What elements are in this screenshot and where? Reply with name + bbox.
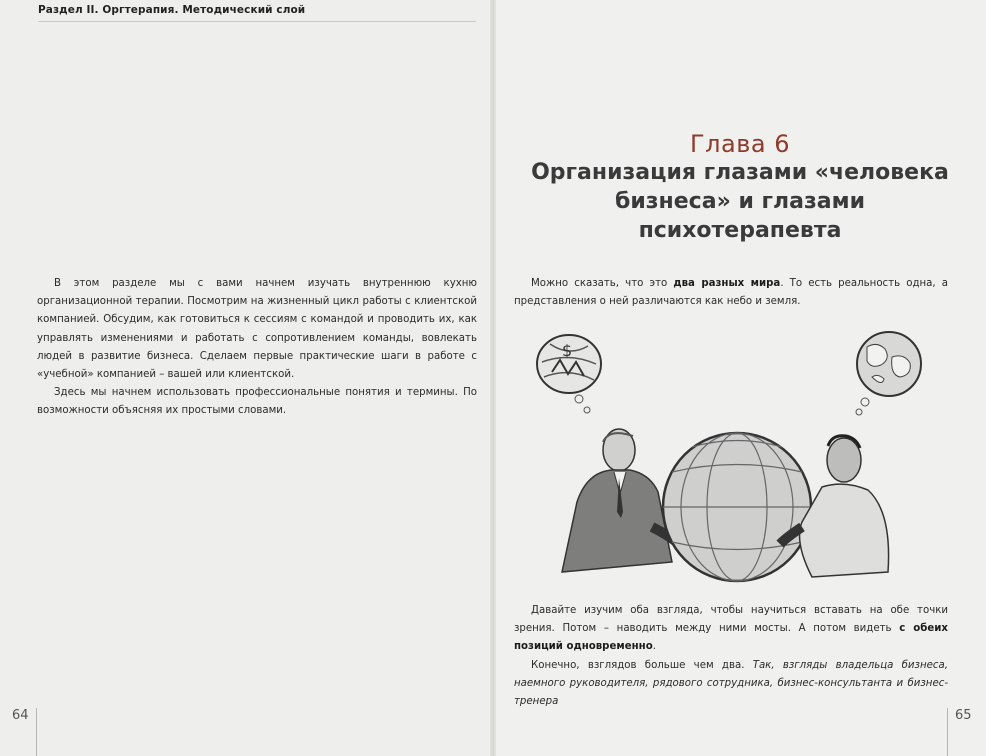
left-paragraph-2: Здесь мы начнем использовать профессиональные понятия и термины. По возможности объясняя их простыми словами. [37, 387, 477, 417]
chapter-title: Организация глазами «человека бизнеса» и глазами психотерапевта [531, 160, 949, 243]
intro-paragraph [514, 275, 948, 311]
two-men-holding-globe-illustration [532, 322, 942, 584]
para3-italic: Так, взгляды владельца бизнеса, наемного руководителя, рядового сотрудника, бизнес-консультанта и бизнес-тренера [514, 659, 948, 708]
paragraph-two-views [514, 602, 948, 657]
para2-text-after: . [652, 641, 656, 653]
paragraph-more-views [514, 657, 948, 712]
right-body [514, 602, 948, 711]
big-globe-icon [663, 433, 811, 581]
para2-bold: с обеих позиций одновременно [514, 623, 948, 653]
chapter-label: Глава 6 [690, 130, 790, 158]
left-paragraph-1: В этом разделе мы с вами начнем изучать внутреннюю кухню организационной терапии. Посмотрим на жизненный цикл работы с клиентской компанией. Обсудим, как готовиться к сессиям с командой и проводить их, как управлять изменениями и работать с сопротивлением команды, вовлекать людей в развитие бизнеса. Сделаем первые практические шаги в работе с «учебной» компанией – вашей или клиентской. [37, 278, 477, 381]
left-page-body [37, 275, 477, 421]
earth-globe-thought-icon [856, 332, 921, 415]
intro-text-before: Можно сказать, что это [531, 278, 674, 289]
right-intro [514, 275, 948, 311]
folio-bar-right [947, 708, 948, 756]
para2-text-before: Давайте изучим оба взгляда, чтобы научиться вставать на обе точки зрения. Потом – наводить между ними мосты. А потом видеть [514, 605, 948, 635]
intro-bold: два разных мира [673, 278, 781, 289]
running-head-rule [38, 21, 476, 22]
dollar-symbol: $ [562, 341, 573, 360]
page-number-right: 65 [955, 708, 972, 723]
money-globe-thought-icon [537, 335, 601, 413]
running-head: Раздел II. Оргтерапия. Методический слой [38, 4, 306, 16]
intro-text-after: . То есть реальность одна, а представления о ней различаются как небо и земля. [514, 278, 949, 308]
book-gutter [490, 0, 496, 756]
page-number-left: 64 [12, 708, 29, 723]
para3-text-before: Конечно, взглядов больше чем два. [531, 659, 753, 671]
folio-bar-left [36, 708, 37, 756]
